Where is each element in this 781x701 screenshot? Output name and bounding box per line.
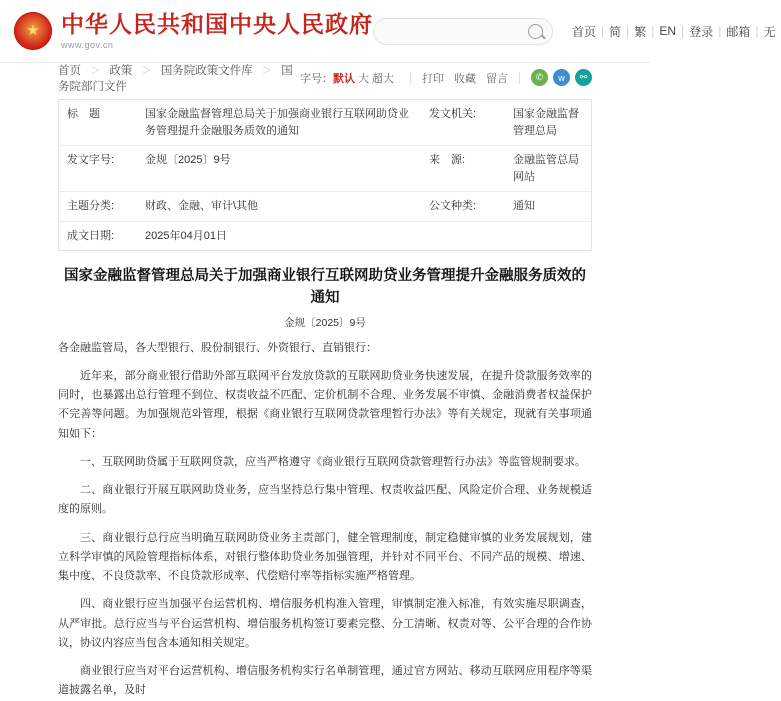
- doc-paragraph-3: 二、商业银行开展互联网助贷业务，应当坚持总行集中管理、权责收益匹配、风险定价合理、业务规模适度的原则。: [58, 484, 592, 516]
- meta-label-source: 来 源:: [421, 146, 505, 192]
- toolbar-divider-2: [519, 72, 520, 84]
- breadcrumb-arrow-2: ＞: [141, 65, 152, 77]
- brand[interactable]: [61, 12, 373, 50]
- meta-label-empty: [421, 221, 505, 250]
- table-row: [59, 100, 591, 146]
- top-link-login[interactable]: 登录: [689, 24, 714, 39]
- meta-value-issuer: 国家金融监督管理总局: [505, 100, 591, 146]
- top-link-home[interactable]: 首页: [572, 24, 597, 39]
- meta-label-date: 成文日期:: [67, 229, 115, 242]
- breadcrumb-item-home[interactable]: 首页: [58, 64, 81, 77]
- meta-value-title: 国家金融监督管理总局关于加强商业银行互联网助贷业务管理提升金融服务质效的通知: [137, 100, 421, 146]
- message-button[interactable]: 留言: [486, 72, 508, 85]
- page-title: 国家金融监督管理总局关于加强商业银行互联网助贷业务管理提升金融服务质效的通知: [64, 267, 586, 306]
- top-links: [567, 23, 781, 40]
- brand-subtitle: www.gov.cn: [61, 40, 114, 51]
- top-link-separator-4: |: [681, 24, 685, 38]
- meta-value-doctype: 通知: [505, 192, 591, 222]
- weibo-share-icon[interactable]: w: [553, 69, 570, 86]
- breadcrumb: [58, 62, 300, 94]
- font-size-larger[interactable]: 超大: [372, 72, 394, 85]
- doc-paragraph-6: 商业银行应当对平台运营机构、增信服务机构实行名单制管理，通过官方网站、移动互联网应用程序等渠道披露名单，及时: [58, 665, 592, 697]
- doc-paragraph-5: 四、商业银行应当加强平台运营机构、增信服务机构准入管理，审慎制定准入标准，有效实施尽职调查，从严审批。总行应当与平台运营机构、增信服务机构签订要素完整、分工清晰、权责对等、公平合理的合作协议，协议内容应当包含本通知相关规定。: [58, 598, 592, 649]
- toolbar-divider-1: [410, 72, 411, 84]
- doc-paragraph-1: 近年来，部分商业银行借助外部互联网平台发放贷款的互联网助贷业务快速发展，在提升贷款服务效率的同时，也暴露出总行管理不到位、权责收益不匹配、定价机制不合理、业务发展不审慎、金融消费者权益保护不完善等问题。为加强规范와管理，根据《商业银行互联网贷款管理暂行办法》等有关规定，现就有关事项通知如下：: [58, 369, 592, 440]
- document-body: [58, 265, 592, 701]
- meta-value-date: 2025年04月01日: [145, 229, 227, 242]
- top-link-mail[interactable]: 邮箱: [726, 24, 751, 39]
- national-emblem-icon: [14, 12, 52, 50]
- print-button[interactable]: 打印: [422, 72, 444, 85]
- top-link-separator-5: |: [718, 24, 722, 38]
- breadcrumb-item-policy[interactable]: 政策: [109, 64, 133, 77]
- meta-label-issuer: 发文机关:: [421, 100, 505, 146]
- search-icon[interactable]: [528, 24, 543, 39]
- meta-value-source: 金融监管总局网站: [505, 146, 591, 192]
- doc-paragraph-salutation: 各金融监管局，各大型银行、股份制银行、外资银行、直销银行：: [58, 341, 377, 354]
- meta-label-title: 标 题: [59, 100, 137, 146]
- doc-paragraph-2: 一、互联网助贷属于互联网贷款，应当严格遵守《商业银行互联网贷款管理暂行办法》等监管规制要求。: [80, 455, 586, 468]
- top-link-english[interactable]: EN: [659, 24, 677, 38]
- page-tools: [300, 69, 592, 86]
- document-meta-table: [58, 99, 592, 251]
- meta-label-doctype: 公文种类:: [421, 192, 505, 222]
- top-link-separator-1: |: [601, 24, 605, 38]
- meta-value-empty: [505, 221, 591, 250]
- top-link-simplified[interactable]: 简: [609, 24, 622, 39]
- breadcrumb-item-policy-library[interactable]: 国务院政策文件库: [160, 64, 253, 77]
- breadcrumb-item-department-docs[interactable]: 国务院部门文件: [58, 64, 293, 93]
- breadcrumb-toolbar: [0, 62, 650, 92]
- font-size-control: [300, 70, 394, 86]
- top-link-traditional[interactable]: 繁: [634, 24, 647, 39]
- breadcrumb-arrow-3: ＞: [262, 65, 273, 77]
- top-link-extra[interactable]: 无: [763, 24, 776, 39]
- meta-value-category: 财政、金融、审计\其他: [137, 192, 421, 222]
- top-link-separator-6: |: [755, 24, 759, 38]
- document-number: 金规〔2025〕9号: [284, 316, 366, 329]
- site-header: [0, 0, 776, 62]
- meta-value-docnumber: 金规〔2025〕9号: [137, 146, 421, 192]
- doc-paragraph-4: 三、商业银行总行应当明确互联网助贷业务主责部门，健全管理制度，制定稳健审慎的业务发展规划，建立科学审慎的风险管理指标体系，对银行整体助贷业务加强管理，并针对不同平台、不同产品的规模、增速、集中度、不良贷款率、不良贷款形成率、代偿赔付率等指标实施严格管理。: [58, 531, 592, 582]
- font-size-label: 字号：: [300, 72, 333, 85]
- table-row: [59, 221, 591, 250]
- font-size-big[interactable]: 大: [358, 72, 369, 85]
- wechat-share-icon[interactable]: ✆: [531, 69, 548, 86]
- collect-button[interactable]: 收藏: [454, 72, 476, 85]
- link-share-icon[interactable]: ⚯: [575, 69, 592, 86]
- search-input[interactable]: [373, 18, 553, 45]
- font-size-default[interactable]: 默认: [333, 72, 355, 85]
- header-right: [373, 18, 781, 45]
- table-row: [59, 146, 591, 192]
- top-link-separator-2: |: [626, 24, 630, 38]
- meta-label-docnumber: 发文字号:: [59, 146, 137, 192]
- table-row: [59, 192, 591, 222]
- top-link-separator-3: |: [651, 24, 655, 38]
- brand-title: 中华人民共和国中央人民政府: [61, 11, 373, 38]
- meta-label-category: 主题分类:: [59, 192, 137, 222]
- breadcrumb-arrow-1: ＞: [90, 65, 101, 77]
